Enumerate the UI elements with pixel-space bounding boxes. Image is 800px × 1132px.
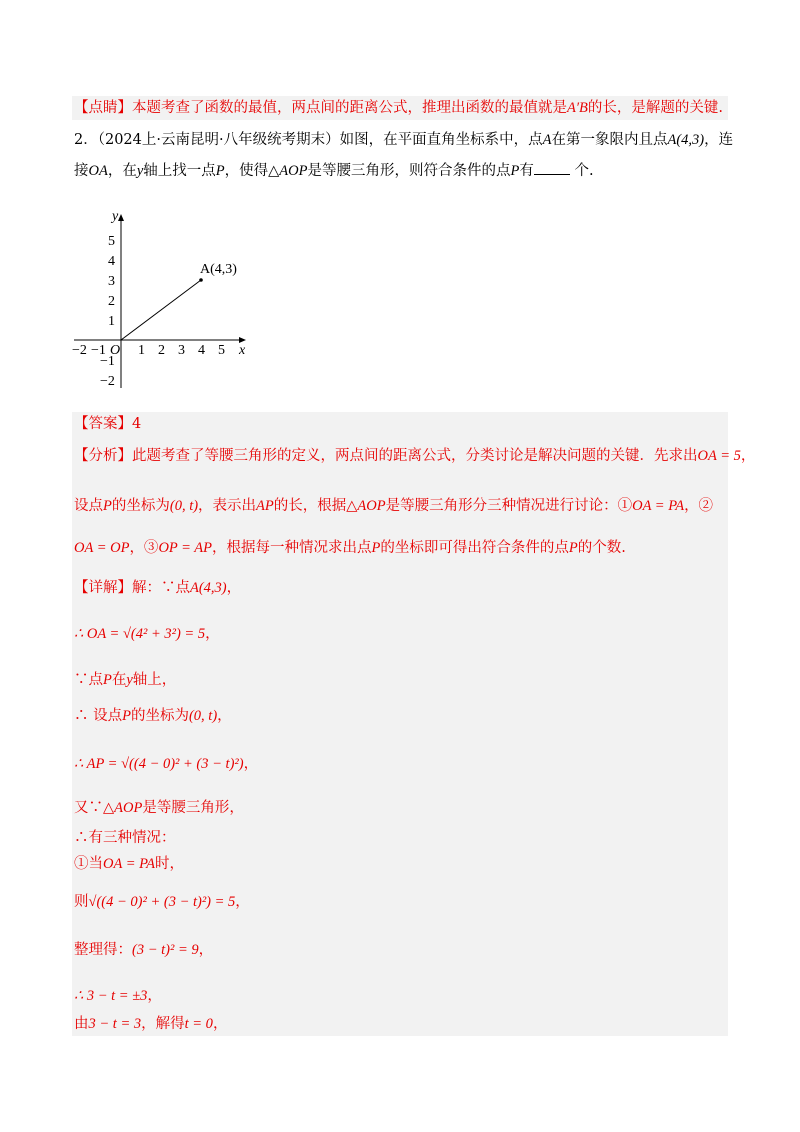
y-axis-var: y <box>136 163 144 179</box>
math: √((4 − 0)² + (3 − t)²) = 5 <box>88 894 236 910</box>
solution-text: ∴ 设点 <box>74 708 123 724</box>
y-tick-label: 5 <box>108 234 115 249</box>
solution-text: ， <box>147 988 162 1004</box>
solution-text: 在 <box>111 672 127 688</box>
analysis-tag: 【分析】 <box>74 448 132 464</box>
y-tick-label: −2 <box>100 374 115 389</box>
math: (3 − t)² = 9 <box>132 942 199 958</box>
math: t = 0 <box>184 1016 213 1032</box>
coordinate-graph <box>64 200 264 400</box>
y-tick-label: 1 <box>108 314 115 329</box>
solution-line-12 <box>74 1014 227 1034</box>
solution-text: 是等腰三角形， <box>142 800 244 816</box>
x-tick-label: −2 <box>72 343 87 358</box>
analysis-line-1 <box>74 446 755 466</box>
solution-text: ， <box>243 756 259 772</box>
x-tick-label: 3 <box>178 343 185 358</box>
question-line-1 <box>74 130 733 150</box>
solution-line-3 <box>74 670 176 690</box>
solution-text: 又∵ <box>74 800 103 816</box>
analysis-text: 此题考查了等腰三角形的定义，两点间的距离公式，分类讨论是解决问题的关键．先求出 <box>132 448 698 464</box>
y-tick-label: 3 <box>108 274 115 289</box>
point-p: P <box>103 498 112 514</box>
solution-text: 由 <box>74 1016 89 1032</box>
point-coords: A(4,3) <box>667 132 705 148</box>
remark-tail: 的长，是解题的关键. <box>587 100 723 116</box>
solution-text: ∴有三种情况： <box>74 830 176 846</box>
y-tick-label: 2 <box>108 294 115 309</box>
remark-segment: A′B <box>567 100 588 116</box>
math: ∴ OA = √(4² + 3²) = 5 <box>74 626 206 642</box>
math: (0, t) <box>188 708 218 724</box>
solution-text: 整理得： <box>74 942 132 958</box>
math-coord: (0, t) <box>169 498 199 514</box>
remark-line <box>74 98 723 118</box>
x-tick-label: −1 <box>91 343 106 358</box>
segment-oa: OA <box>88 163 108 179</box>
solution-text: 时， <box>154 856 184 872</box>
solution-line-1 <box>74 578 241 598</box>
math: OA = PA <box>103 856 155 872</box>
analysis-line-3 <box>74 538 626 558</box>
triangle-aop: △AOP <box>268 163 308 179</box>
solution-text: ， <box>226 580 242 596</box>
solution-text: ， <box>235 894 250 910</box>
solution-text: 解：∵点 <box>132 580 190 596</box>
question-text: ，在 <box>107 163 137 179</box>
y-tick-label: −1 <box>100 354 115 369</box>
answer-blank[interactable] <box>534 160 570 175</box>
point-a-label: A(4,3) <box>200 262 237 277</box>
remark-tag: 【点睛】 <box>74 100 132 116</box>
answer-tag: 【答案】 <box>74 416 132 432</box>
solution-line-5 <box>74 754 258 774</box>
solution-text: 轴上， <box>132 672 177 688</box>
solution-text: ①当 <box>74 856 103 872</box>
question-text: 接 <box>74 163 89 179</box>
point-a-dot <box>199 278 203 282</box>
solution-tag: 【详解】 <box>74 580 132 596</box>
question-text: ，连 <box>704 132 734 148</box>
solution-text: 则 <box>74 894 89 910</box>
y-tick-label: 4 <box>108 254 115 269</box>
math: ∴ AP = √((4 − 0)² + (3 − t)²) <box>74 756 244 772</box>
solution-line-7 <box>74 828 176 848</box>
analysis-text: ，② <box>684 498 714 514</box>
solution-text: 的坐标为 <box>130 708 189 724</box>
math: 3 − t = 3 <box>88 1016 142 1032</box>
solution-text: ， <box>217 708 232 724</box>
solution-line-4 <box>74 706 232 726</box>
analysis-text: ，③ <box>129 540 159 556</box>
analysis-text: 的坐标即可得出符合条件的点 <box>380 540 569 556</box>
math: A(4,3) <box>190 580 227 596</box>
question-number: 2． <box>74 132 98 148</box>
x-tick-label: 2 <box>158 343 165 358</box>
question-text: 如图，在平面直角坐标系中，点 <box>339 132 543 148</box>
question-line-2 <box>74 160 594 181</box>
solution-line-9 <box>74 892 250 912</box>
answer-value: 4 <box>132 416 142 432</box>
x-tick-label: 4 <box>198 343 205 358</box>
point-p: P <box>568 540 578 556</box>
point-p: P <box>122 708 131 724</box>
analysis-text: ，表示出 <box>198 498 257 514</box>
math-ap: AP <box>256 498 274 514</box>
math-case1: OA = PA <box>632 498 685 514</box>
analysis-text: 的长，根据 <box>273 498 347 514</box>
segment-oa <box>121 280 201 340</box>
solution-line-11 <box>74 986 162 1006</box>
solution-line-6 <box>74 798 244 818</box>
x-tick-label: 1 <box>138 343 145 358</box>
solution-line-10 <box>74 940 213 960</box>
solution-text: ， <box>205 626 220 642</box>
math: △AOP <box>103 800 143 816</box>
math-oa5: OA = 5 <box>697 448 741 464</box>
analysis-text: 是等腰三角形分三种情况进行讨论：① <box>385 498 633 514</box>
math-case3: OP = AP <box>158 540 212 556</box>
origin-label: O <box>110 343 121 358</box>
solution-line-2 <box>74 624 220 644</box>
question-text: 轴上找一点 <box>143 163 216 179</box>
y-axis-arrow <box>118 214 124 221</box>
point-p: P <box>103 672 112 688</box>
solution-text: ∵点 <box>74 672 103 688</box>
answer-line <box>74 414 141 434</box>
math: ∴ 3 − t = ±3 <box>74 988 148 1004</box>
analysis-text: 设点 <box>74 498 103 514</box>
point-a: A <box>542 132 552 148</box>
solution-text: ， <box>212 1016 228 1032</box>
analysis-text: ，根据每一种情况求出点 <box>212 540 372 556</box>
solution-text: ， <box>198 942 214 958</box>
analysis-text: ， <box>740 448 756 464</box>
analysis-line-2 <box>74 496 713 516</box>
point-p: P <box>510 163 520 179</box>
y-axis-label: y <box>112 209 119 224</box>
solution-text: ，解得 <box>141 1016 185 1032</box>
math: y <box>126 672 133 688</box>
point-p: P <box>215 163 225 179</box>
x-tick-label: 5 <box>218 343 225 358</box>
point-p: P <box>371 540 381 556</box>
question-text: 在第一象限内且点 <box>551 132 668 148</box>
question-text: 个. <box>574 163 594 179</box>
x-axis-label: x <box>239 343 246 358</box>
math-case2: OA = OP <box>74 540 130 556</box>
analysis-text: 的个数. <box>577 540 626 556</box>
question-text: 是等腰三角形，则符合条件的点 <box>307 163 511 179</box>
question-text: 有 <box>519 163 534 179</box>
question-source: （2024上·云南昆明·八年级统考期末） <box>97 132 340 148</box>
triangle-aop: △AOP <box>346 498 386 514</box>
solution-line-8 <box>74 854 184 874</box>
analysis-text: 的坐标为 <box>111 498 170 514</box>
question-text: ，使得 <box>224 163 269 179</box>
remark-text: 本题考查了函数的最值，两点间的距离公式，推理出函数的最值就是 <box>132 100 567 116</box>
